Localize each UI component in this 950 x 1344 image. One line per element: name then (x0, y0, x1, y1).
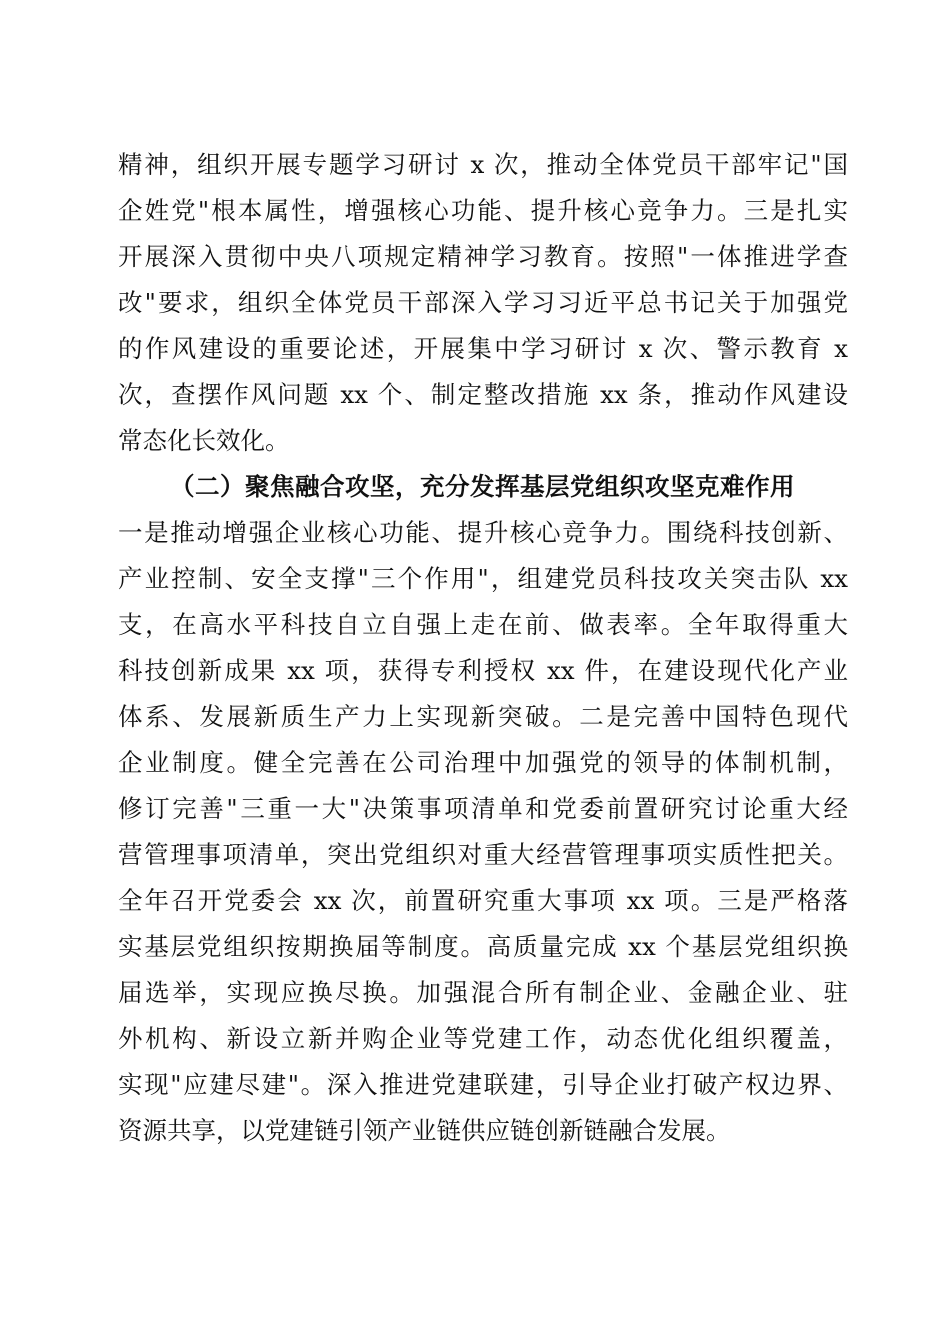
text-line: 开展深入贯彻中央八项规定精神学习教育。按照"一体推进学查 (118, 242, 848, 271)
text-line: 常态化长效化。 (118, 426, 290, 455)
paragraph-1 (118, 142, 848, 464)
text-line: 外机构、新设立新并购企业等党建工作，动态优化组织覆盖， (118, 1024, 848, 1053)
text-line: 支，在高水平科技自立自强上走在前、做表率。全年取得重大 (118, 610, 848, 639)
text-line: 实现"应建尽建"。深入推进党建联建，引导企业打破产权边界、 (118, 1070, 848, 1099)
text-line: 修订完善"三重一大"决策事项清单和党委前置研究讨论重大经 (118, 794, 848, 823)
section-heading: （二）聚焦融合攻坚，充分发挥基层党组织攻坚克难作用 (170, 472, 795, 501)
text-line: 营管理事项清单，突出党组织对重大经营管理事项实质性把关。 (118, 840, 848, 869)
text-line: 资源共享，以党建链引领产业链供应链创新链融合发展。 (118, 1116, 731, 1145)
paragraph-2 (118, 510, 848, 1154)
text-line: 科技创新成果 xx 项，获得专利授权 xx 件，在建设现代化产业 (118, 656, 848, 685)
document-body (118, 142, 848, 1154)
text-line: 改"要求，组织全体党员干部深入学习习近平总书记关于加强党 (118, 288, 848, 317)
text-line: 一是推动增强企业核心功能、提升核心竞争力。围绕科技创新、 (118, 518, 848, 547)
text-line: 次，查摆作风问题 xx 个、制定整改措施 xx 条，推动作风建设 (118, 380, 848, 409)
text-line: 届选举，实现应换尽换。加强混合所有制企业、金融企业、驻 (118, 978, 848, 1007)
text-line: 精神，组织开展专题学习研讨 x 次，推动全体党员干部牢记"国 (118, 150, 848, 179)
text-line: 全年召开党委会 xx 次，前置研究重大事项 xx 项。三是严格落 (118, 886, 848, 915)
text-line: 企姓党"根本属性，增强核心功能、提升核心竞争力。三是扎实 (118, 196, 848, 225)
text-line: 实基层党组织按期换届等制度。高质量完成 xx 个基层党组织换 (118, 932, 848, 961)
text-line: 体系、发展新质生产力上实现新突破。二是完善中国特色现代 (118, 702, 848, 731)
text-line: 企业制度。健全完善在公司治理中加强党的领导的体制机制， (118, 748, 848, 777)
text-line: 的作风建设的重要论述，开展集中学习研讨 x 次、警示教育 x (118, 334, 848, 363)
text-line: 产业控制、安全支撑"三个作用"，组建党员科技攻关突击队 xx (118, 564, 848, 593)
